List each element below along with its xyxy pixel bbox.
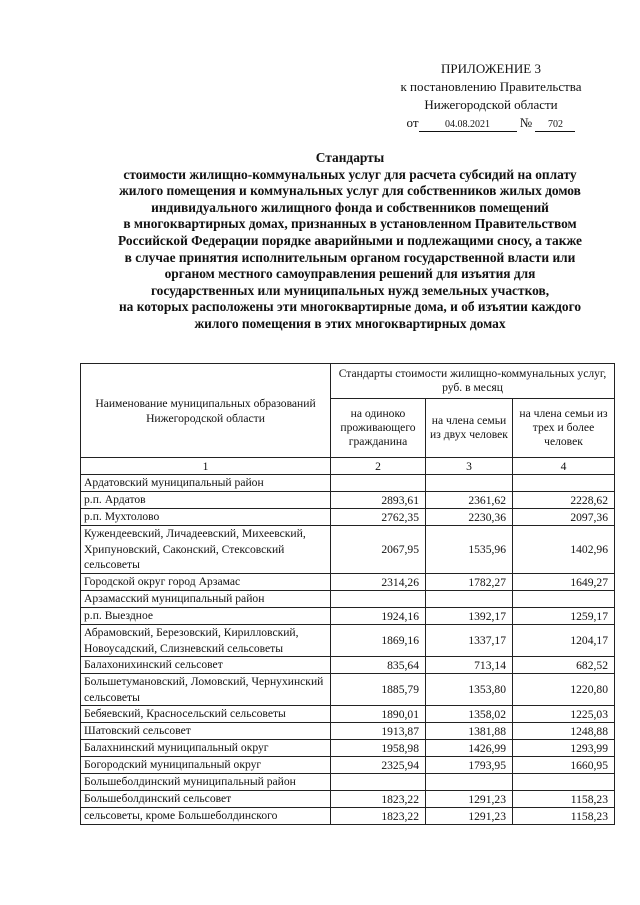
family-of-three-plus-value: 1248,88 [513, 723, 615, 740]
table-row [81, 492, 615, 509]
family-of-three-plus-value: 1649,27 [513, 574, 615, 591]
title-line: органом местного самоуправления решений для изъятия для [164, 266, 536, 282]
table-row [81, 625, 615, 657]
family-of-two-value [426, 774, 513, 791]
table-row [81, 509, 615, 526]
title-line: жилого помещения и коммунальных услуг для собственников жилых домов [119, 183, 581, 199]
municipality-name-cell: Городской округ город Арзамас [81, 574, 331, 591]
municipality-name-cell: сельсоветы, кроме Большеболдинского [81, 808, 331, 825]
standards-table [80, 363, 615, 825]
title-line: Российской Федерации порядке аварийными и подлежащими сносу, а также [118, 232, 582, 248]
family-of-three-plus-value: 1293,99 [513, 740, 615, 757]
family-of-two-value: 1353,80 [426, 674, 513, 706]
table-row [81, 657, 615, 674]
appendix-date-line [360, 114, 622, 132]
municipality-name-cell: Бебяевский, Красносельский сельсоветы [81, 706, 331, 723]
family-of-three-plus-value: 1259,17 [513, 608, 615, 625]
family-of-two-value: 1337,17 [426, 625, 513, 657]
single-resident-value: 1823,22 [331, 791, 426, 808]
table-row [81, 723, 615, 740]
single-resident-value: 1885,79 [331, 674, 426, 706]
single-resident-value: 1890,01 [331, 706, 426, 723]
municipality-name-cell: Арзамасский муниципальный район [81, 591, 331, 608]
family-of-three-plus-value: 2228,62 [513, 492, 615, 509]
family-of-three-plus-value: 1158,23 [513, 791, 615, 808]
column-number: 2 [331, 458, 426, 475]
single-resident-value: 2325,94 [331, 757, 426, 774]
title-line: жилого помещения в этих многоквартирных домах [194, 315, 506, 331]
municipality-name-cell: р.п. Выездное [81, 608, 331, 625]
family-of-three-plus-value: 2097,36 [513, 509, 615, 526]
title-line: стоимости жилищно-коммунальных услуг для расчета субсидий на оплату [123, 166, 577, 182]
date-prefix: от [406, 115, 419, 130]
single-resident-value: 2893,61 [331, 492, 426, 509]
municipality-name-cell: Балахнинский муниципальный округ [81, 740, 331, 757]
municipality-name-cell: Ардатовский муниципальный район [81, 475, 331, 492]
table-row [81, 475, 615, 492]
family-of-two-value: 1392,17 [426, 608, 513, 625]
single-resident-value [331, 774, 426, 791]
table-row [81, 591, 615, 608]
family-of-two-value: 1782,27 [426, 574, 513, 591]
family-of-three-plus-value [513, 475, 615, 492]
single-resident-value: 2762,35 [331, 509, 426, 526]
table-row [81, 574, 615, 591]
single-resident-value: 835,64 [331, 657, 426, 674]
family-of-two-value: 713,14 [426, 657, 513, 674]
family-of-two-value: 1381,88 [426, 723, 513, 740]
single-resident-value: 1958,98 [331, 740, 426, 757]
family-of-three-plus-value: 1660,95 [513, 757, 615, 774]
municipality-name-cell: р.п. Ардатов [81, 492, 331, 509]
appendix-line-2: Нижегородской области [424, 97, 558, 112]
family-of-three-plus-value: 1220,80 [513, 674, 615, 706]
table-row [81, 706, 615, 723]
family-of-three-plus-value: 682,52 [513, 657, 615, 674]
table-row [81, 774, 615, 791]
title-line: на которых расположены эти многоквартирные дома, и об изъятии каждого [118, 299, 582, 315]
single-resident-value: 1869,16 [331, 625, 426, 657]
table-row [81, 608, 615, 625]
family-of-two-value: 2361,62 [426, 492, 513, 509]
family-of-three-plus-value: 1402,96 [513, 526, 615, 574]
table-row [81, 791, 615, 808]
single-resident-value: 2067,95 [331, 526, 426, 574]
appendix-line-1: к постановлению Правительства [400, 79, 582, 94]
title-heading: Стандарты [315, 150, 385, 165]
family-of-two-value: 1291,23 [426, 808, 513, 825]
title-line: государственных или муниципальных нужд земельных участков, [150, 282, 550, 298]
title-line: индивидуального жилищного фонда и собственников помещений [151, 199, 549, 215]
family-of-two-value: 1358,02 [426, 706, 513, 723]
family-of-three-plus-value: 1204,17 [513, 625, 615, 657]
family-of-three-plus-value [513, 774, 615, 791]
family-of-two-value [426, 475, 513, 492]
single-resident-value: 2314,26 [331, 574, 426, 591]
table-row [81, 526, 615, 574]
column-number: 3 [426, 458, 513, 475]
single-resident-value: 1913,87 [331, 723, 426, 740]
header-family-of-three-plus: на члена семьи из трех и более человек [513, 399, 615, 458]
number-value: 702 [535, 119, 575, 132]
table-row [81, 757, 615, 774]
municipality-name-cell: Большеболдинский муниципальный район [81, 774, 331, 791]
family-of-three-plus-value: 1158,23 [513, 808, 615, 825]
header-family-of-two: на члена семьи из двух человек [426, 399, 513, 458]
municipality-name-cell: Богородский муниципальный округ [81, 757, 331, 774]
table-row [81, 740, 615, 757]
family-of-two-value [426, 591, 513, 608]
family-of-two-value: 1535,96 [426, 526, 513, 574]
document-title [80, 150, 620, 333]
table-row [81, 808, 615, 825]
family-of-two-value: 1291,23 [426, 791, 513, 808]
column-number: 1 [81, 458, 331, 475]
family-of-two-value: 2230,36 [426, 509, 513, 526]
title-line: в случае принятия исполнительным органом государственной власти или [124, 249, 576, 265]
family-of-two-value: 1793,95 [426, 757, 513, 774]
header-standards-group: Стандарты стоимости жилищно-коммунальных услуг, руб. в месяц [331, 364, 615, 399]
municipality-name-cell: р.п. Мухтолово [81, 509, 331, 526]
appendix-title: ПРИЛОЖЕНИЕ 3 [441, 61, 541, 76]
single-resident-value: 1924,16 [331, 608, 426, 625]
municipality-name-cell: Балахонихинский сельсовет [81, 657, 331, 674]
header-single-resident: на одиноко проживающего гражданина [331, 399, 426, 458]
family-of-two-value: 1426,99 [426, 740, 513, 757]
municipality-name-cell: Кужендеевский, Личадеевский, Михеевский, Хрипуновский, Саконский, Стексовский сельсоветы [81, 526, 331, 574]
single-resident-value [331, 591, 426, 608]
municipality-name-cell: Большеболдинский сельсовет [81, 791, 331, 808]
single-resident-value: 1823,22 [331, 808, 426, 825]
table-row [81, 674, 615, 706]
number-sign: № [519, 115, 533, 130]
title-line: в многоквартирных домах, признанных в установленном Правительством [123, 216, 577, 232]
single-resident-value [331, 475, 426, 492]
family-of-three-plus-value [513, 591, 615, 608]
municipality-name-cell: Шатовский сельсовет [81, 723, 331, 740]
date-value: 04.08.2021 [419, 119, 517, 132]
column-number: 4 [513, 458, 615, 475]
municipality-name-cell: Абрамовский, Березовский, Кирилловский, Новоусадский, Слизневский сельсоветы [81, 625, 331, 657]
header-municipality: Наименование муниципальных образований Нижегородской области [81, 364, 331, 458]
column-numbers-row [81, 458, 615, 475]
appendix-block [360, 60, 622, 132]
municipality-name-cell: Большетумановский, Ломовский, Чернухинский сельсоветы [81, 674, 331, 706]
family-of-three-plus-value: 1225,03 [513, 706, 615, 723]
